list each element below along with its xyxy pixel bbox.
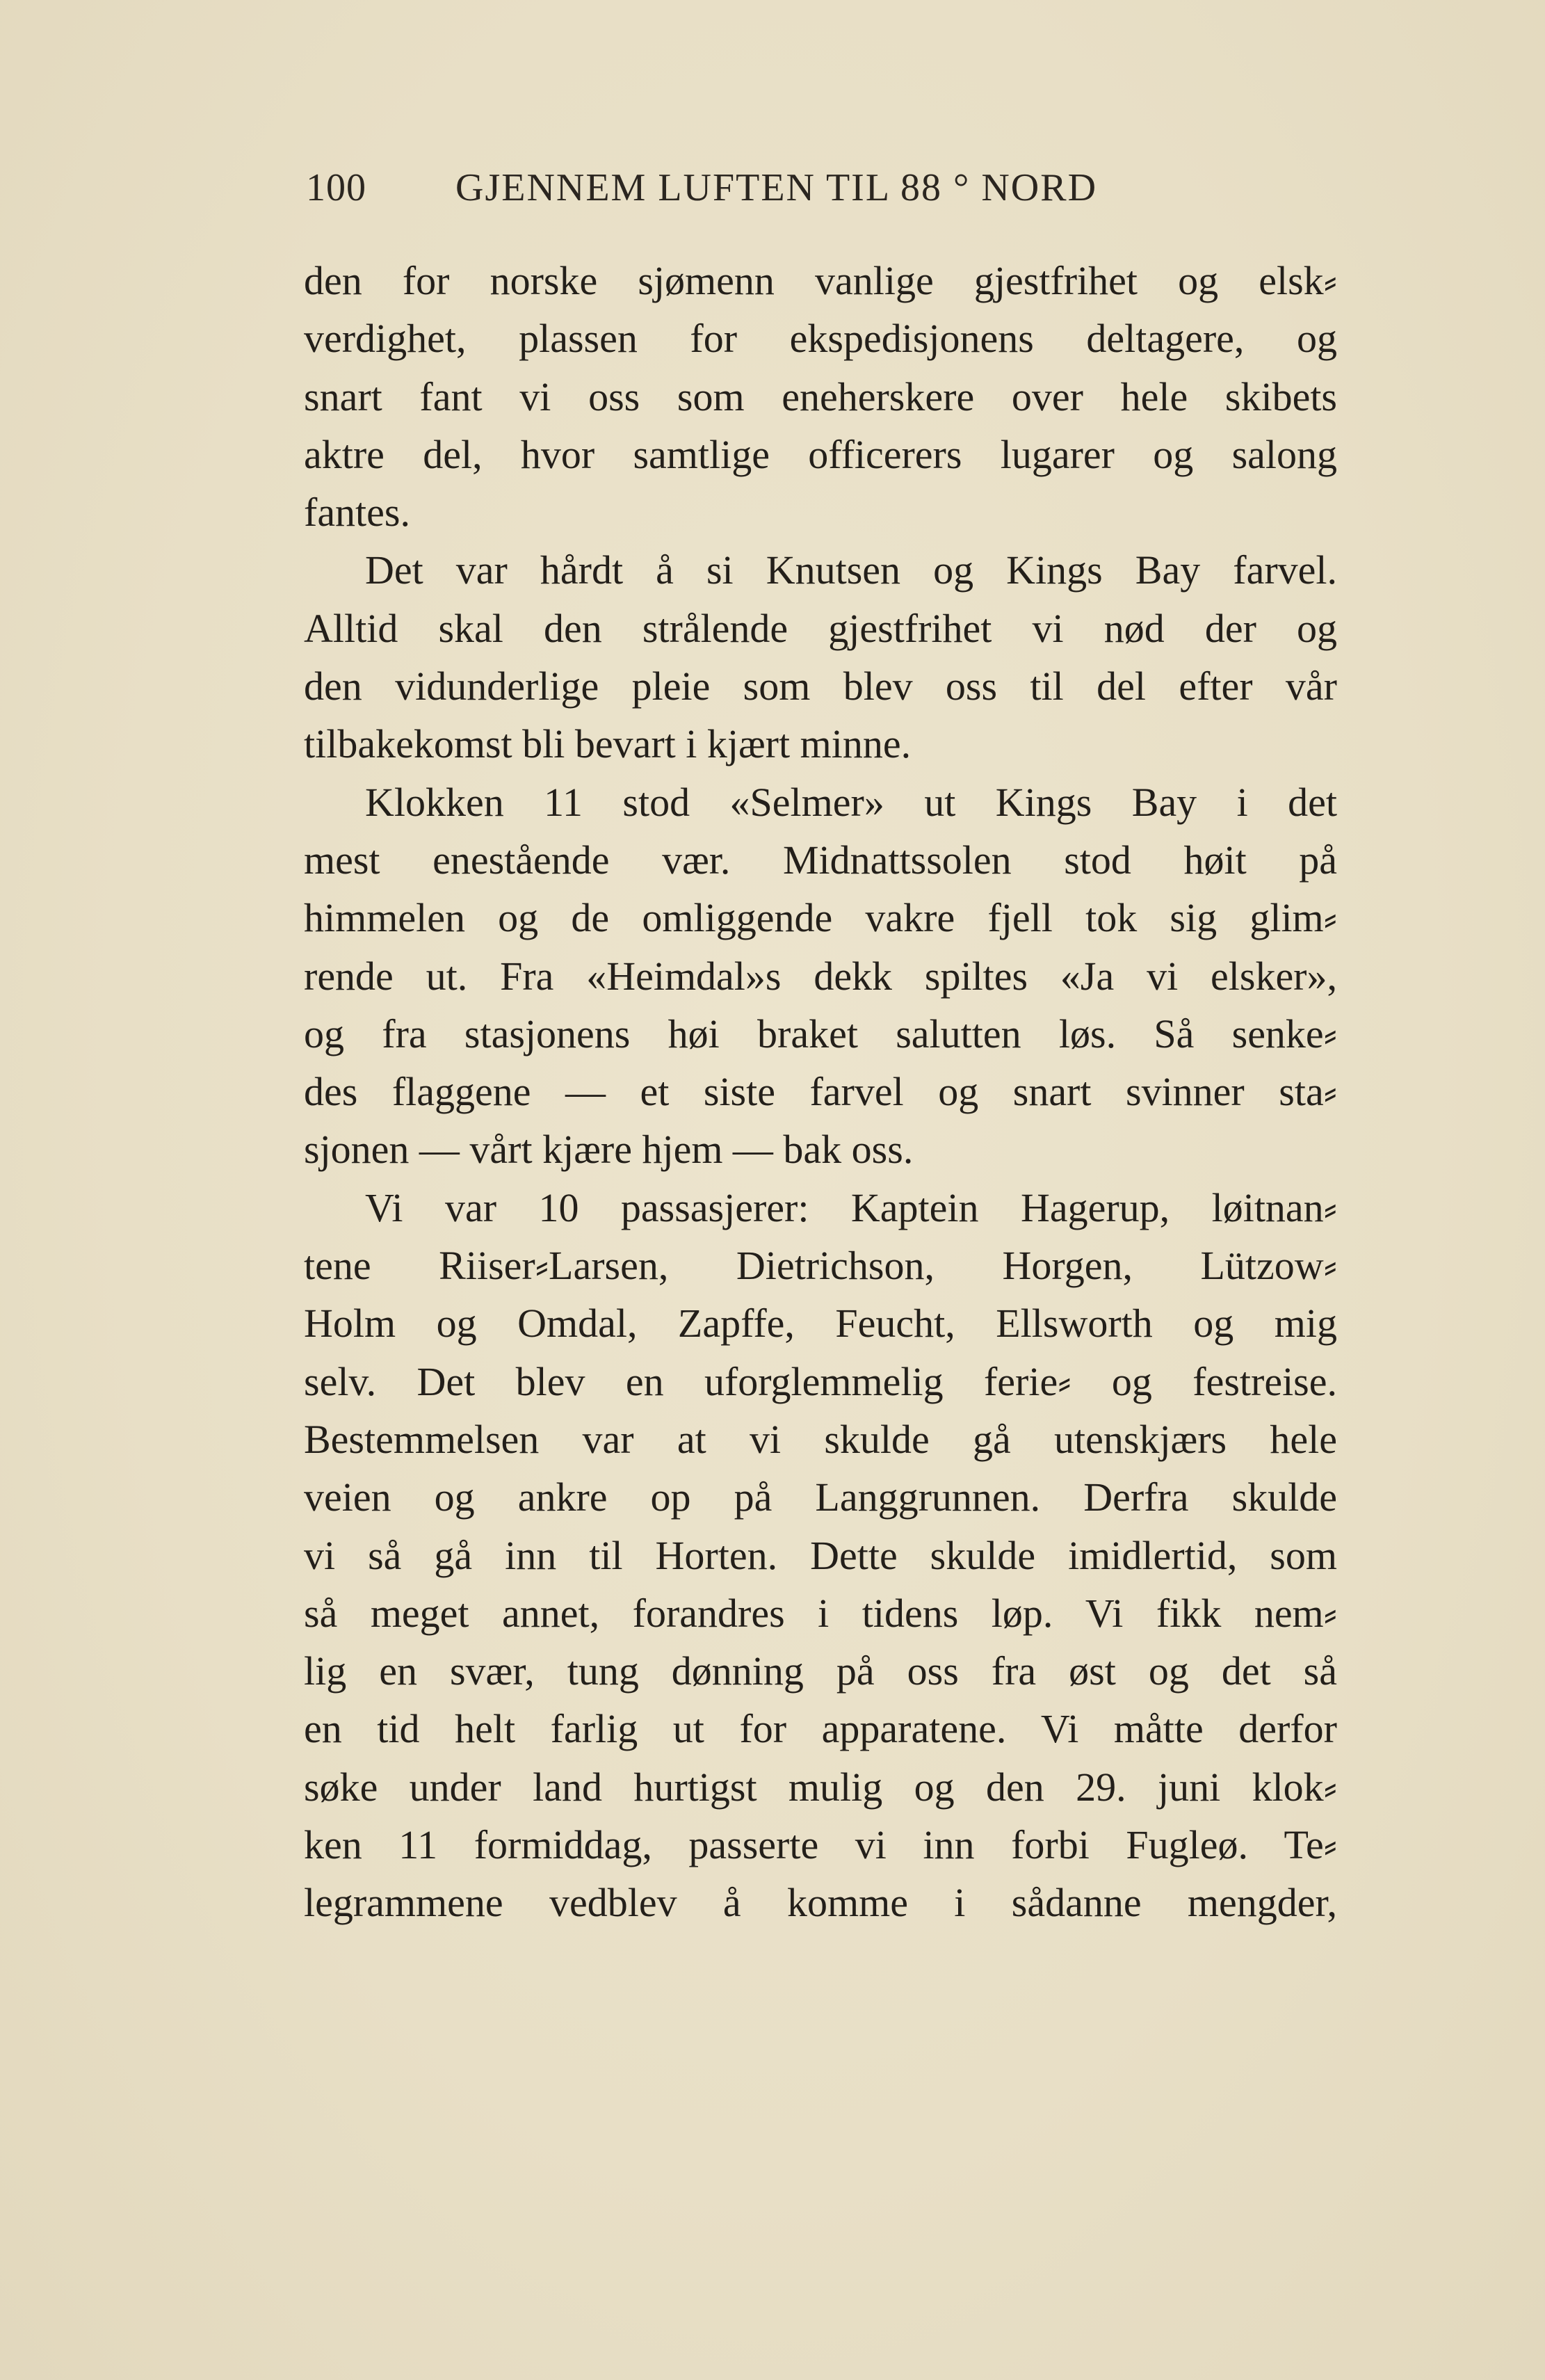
page-number: 100 (306, 166, 366, 209)
text-line: rende ut. Fra «Heimdal»s dekk spiltes «Ja vi elsker», (304, 953, 1337, 999)
text-line: fantes. (304, 490, 410, 536)
text-line: veien og ankre op på Langgrunnen. Derfra skulde (304, 1474, 1337, 1520)
paragraph-first-line: Vi var 10 passasjerer: Kaptein Hagerup, løitnan⸗ (365, 1184, 1337, 1230)
text-line: mest enestående vær. Midnattssolen stod høit på (304, 837, 1337, 883)
text-line: Bestemmelsen var at vi skulde gå utenskjærs hele (304, 1416, 1337, 1462)
text-line: vi så gå inn til Horten. Dette skulde imidlertid, som (304, 1532, 1337, 1578)
text-line: tene Riiser⸗Larsen, Dietrichson, Horgen, Lützow⸗ (304, 1243, 1337, 1289)
text-line: den vidunderlige pleie som blev oss til del efter vår (304, 664, 1337, 709)
text-line: legrammene vedblev å komme i sådanne mengder, (304, 1880, 1337, 1926)
text-line: himmelen og de omliggende vakre fjell tok sig glim⸗ (304, 895, 1337, 941)
text-line: ken 11 formiddag, passerte vi inn forbi Fugleø. Te⸗ (304, 1822, 1337, 1868)
text-line: lig en svær, tung dønning på oss fra øst og det så (304, 1648, 1337, 1694)
text-line: sjonen — vårt kjære hjem — bak oss. (304, 1127, 914, 1173)
text-line: Alltid skal den strålende gjestfrihet vi nød der og (304, 605, 1337, 651)
text-line: en tid helt farlig ut for apparatene. Vi måtte derfor (304, 1706, 1337, 1752)
paragraph-first-line: Klokken 11 stod «Selmer» ut Kings Bay i det (365, 779, 1337, 825)
text-line: des flaggene — et siste farvel og snart svinner sta⸗ (304, 1069, 1337, 1115)
text-line: tilbakekomst bli bevart i kjært minne. (304, 721, 912, 767)
paragraph-first-line: Det var hårdt å si Knutsen og Kings Bay farvel. (365, 547, 1337, 593)
text-line: søke under land hurtigst mulig og den 29. juni klok⸗ (304, 1764, 1337, 1810)
text-line: aktre del, hvor samtlige officerers lugarer og salong (304, 431, 1337, 477)
text-line: Holm og Omdal, Zapffe, Feucht, Ellsworth og mig (304, 1301, 1337, 1346)
text-line: den for norske sjømenn vanlige gjestfrihet og elsk⸗ (304, 258, 1337, 303)
text-line: så meget annet, forandres i tidens løp. Vi fikk nem⸗ (304, 1590, 1337, 1636)
body-text (304, 252, 1337, 1932)
running-title: GJENNEM LUFTEN TIL 88 ° NORD (455, 166, 1098, 209)
text-line: selv. Det blev en uforglemmelig ferie⸗ og festreise. (304, 1358, 1337, 1404)
text-line: snart fant vi oss som eneherskere over hele skibets (304, 373, 1337, 419)
text-line: og fra stasjonens høi braket salutten løs. Så senke⸗ (304, 1011, 1337, 1056)
page-header (306, 166, 1210, 221)
text-line: verdighet, plassen for ekspedisjonens deltagere, og (304, 316, 1337, 362)
